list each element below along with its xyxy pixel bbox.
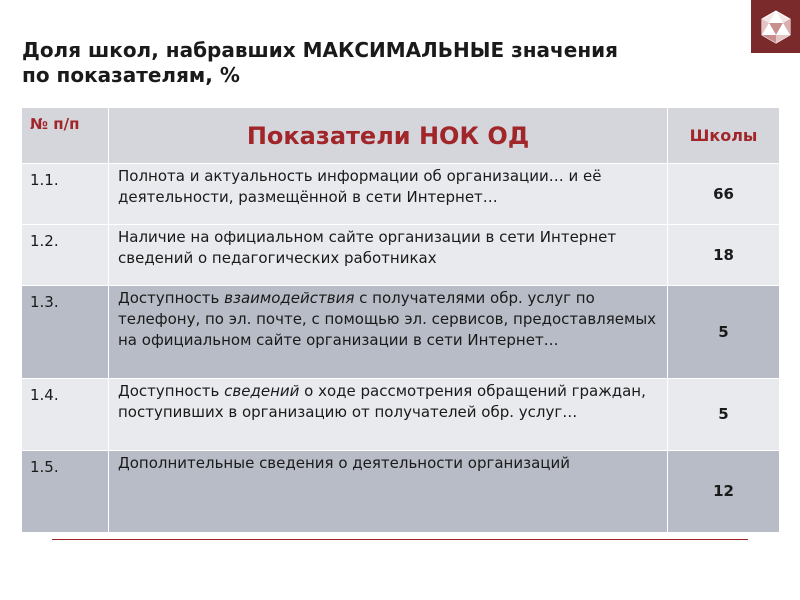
row-number: 1.3. — [22, 286, 109, 379]
table-row — [22, 164, 780, 225]
row-number: 1.4. — [22, 379, 109, 451]
row-value: 66 — [668, 164, 780, 225]
page-title-line2: по показателям, % — [22, 63, 240, 87]
logo-box — [751, 0, 800, 53]
table-header-row — [22, 108, 780, 164]
indicators-table — [21, 107, 780, 533]
indicator-text: Полнота и актуальность информации об организации… и её деятельности, размещённой в сети Интернет… — [118, 167, 602, 206]
row-value: 18 — [668, 225, 780, 286]
header-schools: Школы — [668, 108, 780, 164]
row-number: 1.1. — [22, 164, 109, 225]
indicator-text: Наличие на официальном сайте организации в сети Интернет сведений о педагогических работниках — [118, 228, 617, 267]
page-title — [22, 38, 722, 88]
row-value: 12 — [668, 451, 780, 533]
indicator-emphasis: сведений — [224, 382, 300, 400]
indicator-text: с получателями обр. услуг по телефону, по эл. почте, с помощью эл. сервисов, предоставляемых на официальном сайте организации в сети Интернет… — [118, 289, 657, 349]
table-row — [22, 286, 780, 379]
row-indicator — [109, 451, 668, 533]
row-value: 5 — [668, 379, 780, 451]
indicator-text: Доступность — [118, 382, 225, 400]
row-value: 5 — [668, 286, 780, 379]
header-number: № п/п — [22, 108, 109, 164]
indicator-text: о ходе рассмотрения обращений граждан, поступивших в организацию от получателей обр. услуг… — [118, 382, 646, 421]
row-indicator — [109, 164, 668, 225]
row-number: 1.5. — [22, 451, 109, 533]
table-row — [22, 225, 780, 286]
row-indicator — [109, 286, 668, 379]
indicator-text: Дополнительные сведения о деятельности организаций — [118, 454, 570, 472]
row-number: 1.2. — [22, 225, 109, 286]
page-title-line1: Доля школ, набравших МАКСИМАЛЬНЫЕ значения — [22, 38, 619, 62]
table-row — [22, 451, 780, 533]
indicators-table-container — [21, 107, 779, 525]
indicator-emphasis: взаимодействия — [224, 289, 355, 307]
hexagon-triangles-logo-icon — [759, 10, 793, 44]
indicator-text: Доступность — [118, 289, 225, 307]
bottom-divider — [52, 539, 748, 540]
row-indicator — [109, 225, 668, 286]
header-indicator: Показатели НОК ОД — [109, 108, 668, 164]
row-indicator — [109, 379, 668, 451]
table-row — [22, 379, 780, 451]
